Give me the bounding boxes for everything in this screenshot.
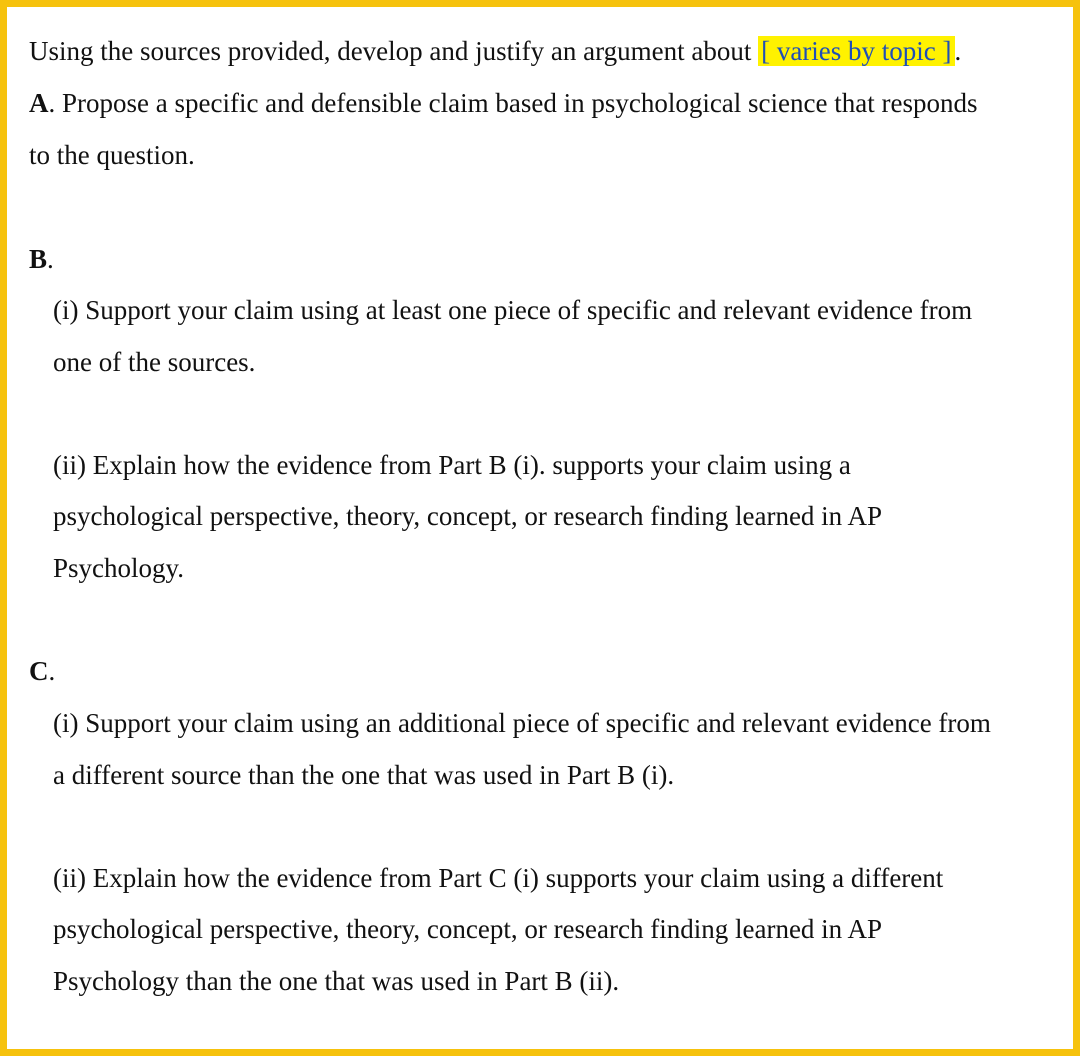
part-b-heading — [29, 243, 54, 275]
part-a-label-punct: . — [48, 88, 62, 118]
prompt-intro-period: . — [954, 36, 962, 66]
part-c-ii-line-2: psychological perspective, theory, concept, or research finding learned in AP — [53, 914, 882, 944]
part-b-ii-line-1: (ii) Explain how the evidence from Part B (i). supports your claim using a — [53, 450, 851, 480]
part-a-line-2: to the question. — [29, 140, 195, 170]
prompt-intro-text: Using the sources provided, develop and justify an argument about — [29, 36, 759, 66]
part-c-i-line-2: a different source than the one that was used in Part B (i). — [53, 760, 675, 790]
part-b-i-line-2: one of the sources. — [53, 347, 256, 377]
part-c-heading — [29, 655, 55, 687]
part-a-text-1: Propose a specific and defensible claim based in psychological science that responds — [62, 88, 978, 118]
part-b-ii-line-2: psychological perspective, theory, concept, or research finding learned in AP — [53, 501, 882, 531]
part-c-label-punct: . — [48, 656, 56, 686]
part-b-label: B — [29, 244, 48, 274]
topic-placeholder-highlight: [ varies by topic ] — [758, 36, 954, 66]
part-c-ii-line-3: Psychology than the one that was used in Part B (ii). — [53, 966, 620, 996]
part-b-i-line-1: (i) Support your claim using at least one piece of specific and relevant evidence from — [53, 295, 973, 325]
part-c-i-line-1: (i) Support your claim using an additional piece of specific and relevant evidence from — [53, 708, 991, 738]
part-b-ii-line-3: Psychology. — [53, 553, 185, 583]
part-b-label-punct: . — [47, 244, 54, 274]
part-a-line-1 — [29, 87, 977, 119]
prompt-intro — [29, 35, 961, 67]
part-a-label: A — [29, 88, 49, 118]
part-c-ii-line-1: (ii) Explain how the evidence from Part C (i) supports your claim using a different — [53, 863, 944, 893]
part-c-label: C — [29, 656, 49, 686]
